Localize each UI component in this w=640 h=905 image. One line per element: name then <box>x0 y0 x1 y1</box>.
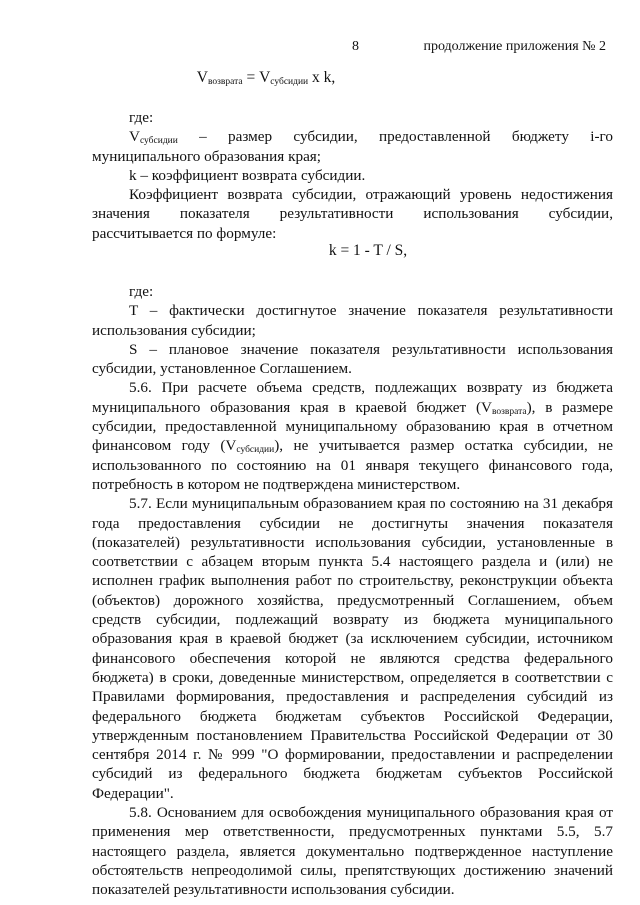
formula-equals: = V <box>242 69 271 86</box>
formula-rhs-subscript: субсидии <box>270 77 309 87</box>
p56-subscript-return: возврата <box>491 406 527 417</box>
definition-t: T – фактически достигнутое значение показателя результативности использования субсидии; <box>92 302 613 339</box>
appendix-note: продолжение приложения № 2 <box>423 39 606 54</box>
page-number: 8 <box>352 39 359 54</box>
formula-return-volume <box>0 68 586 87</box>
formula-rest: x k, <box>308 69 336 86</box>
p56-part-a: 5.6. При расчете объема средств, подлежащих возврату из бюджета муниципального образования края в краевой бюджет (V <box>92 379 613 416</box>
definitions-block-2 <box>92 282 613 900</box>
p56-subscript-subsidy: субсидии <box>236 445 275 456</box>
p56-part-c: ), не учитывается размер остатка субсидии, не использованного по состоянию на 01 января текущего финансового года, потребность в котором не подтверждена министерством. <box>92 437 614 493</box>
formula-lhs: V <box>196 69 208 86</box>
definition-k: k – коэффициент возврата субсидии. <box>129 166 366 184</box>
formula-coefficient: k = 1 - T / S, <box>328 242 408 259</box>
where-label-2: где: <box>129 283 154 300</box>
paragraph-5-6 <box>92 378 613 494</box>
page-header <box>0 38 640 56</box>
coefficient-paragraph: Коэффициент возврата субсидии, отражающий уровень недостижения значения показателя результативности использования субсидии, рассчитывается по формуле: <box>92 186 613 242</box>
formula-lhs-subscript: возврата <box>207 77 243 87</box>
definition-s: S – плановое значение показателя результативности использования субсидии, установленное Соглашением. <box>92 340 613 378</box>
paragraph-5-8: 5.8. Основанием для освобождения муниципального образования края от применения мер ответственности, предусмотренных пунктами 5.5, 5.7 настоящего раздела, является документально подтвержденное наступление обстоятельств непреодолимой силы, препятствующих достижению значений показателей результативности использования субсидии. <box>92 804 613 899</box>
v-subscript: субсидии <box>139 136 178 147</box>
paragraph-5-7: 5.7. Если муниципальным образованием края по состоянию на 31 декабря года предоставления субсидии не достигнуты значения показателя (показателей) результативности использования субсидии, установленные в соответствии с абзацем вторым пункта 5.4 настоящего раздела и (или) не исполнен график выполнения работ по строительству, реконструкции объекта (объектов) дорожного хозяйства, предусмотренный Соглашением, объем средств субсидии, подлежащий возврату из бюджета муниципального образования края в краевой бюджет (за исключением субсидии, источником финансового обеспечения которой не являются средства федерального бюджета) в сроки, доведенные министерством, определяется в соответствии с Правилами формирования, предоставления и распределения субсидий из федерального бюджета бюджетам субъектов Российской Федерации, утвержденным постановлением Правительства Российской Федерации от 30 сентября 2014 г. № 999 "О формировании, предоставлении и распределении субсидий из федерального бюджета бюджетам субъектов Российской Федерации". <box>92 495 613 802</box>
v-definition-text: – размер субсидии, предоставленной бюджету i-го муниципального образования края; <box>92 128 613 165</box>
where-label: где: <box>129 109 154 126</box>
definitions-block-1 <box>92 108 613 243</box>
definition-v-subsidy <box>92 127 613 166</box>
p56-part-b: ), в размере субсидии, предоставленной муниципальному образованию края в отчетном финансовом году (V <box>92 398 613 455</box>
v-symbol: V <box>129 128 140 146</box>
